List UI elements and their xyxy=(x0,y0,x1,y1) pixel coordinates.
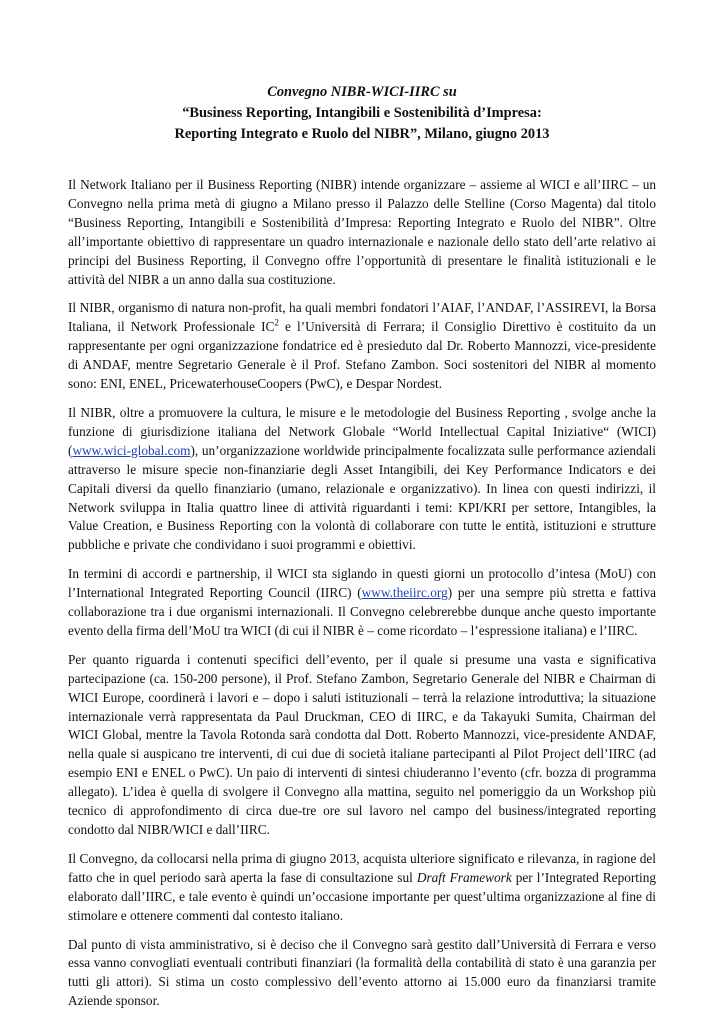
document-title xyxy=(68,82,656,145)
paragraph-nibr-members xyxy=(68,299,656,394)
paragraph-significance xyxy=(68,850,656,926)
superscript-2: 2 xyxy=(274,317,279,328)
paragraph-wici-text-b: ), un’organizzazione worldwide principalmente focalizzata sulle performance aziendali attraverso le misure specie non-finanziarie degli Asset Intangibili, dei Key Performance Indicators e dei Capitali diversi da quello finanziario (umano, relazionale e organizzativo). In linea con questi indirizzi, il Network sviluppa in Italia quattro linee di attività riguardanti i temi: KPI/KRI per settore, Intangibles, la Value Creation, e Business Reporting con la volontà di collaborare con tutte le entità, istituzioni e strutture pubbliche e private che condividano i suoi programmi e obiettivi. xyxy=(68,442,656,553)
paragraph-partnership xyxy=(68,565,656,641)
paragraph-significance-text-a: Il Convegno, da collocarsi nella prima di giugno 2013, acquista ulteriore significato e rilevanza, in ragione del fatto che in quel periodo sarà aperta la fase di consultazione sul xyxy=(68,850,656,885)
document-page xyxy=(68,82,656,1021)
paragraph-significance-text-b: per l’Integrated Reporting elaborato dall’IIRC, e tale evento è quindi un’occasione importante per quest’ultima organizzazione al fine di stimolare e ottenere commenti dal contesto italiano. xyxy=(68,869,656,923)
paragraph-nibr-members-text-a: Il NIBR, organismo di natura non-profit, ha quali membri fondatori l’AIAF, l’ANDAF, l’ASSIREVI, la Borsa Italiana, il Network Professionale IC xyxy=(68,300,656,335)
title-line-2: “Business Reporting, Intangibili e Sostenibilità d’Impresa: xyxy=(182,105,542,121)
paragraph-contents: Per quanto riguarda i contenuti specifici dell’evento, per il quale si presume una vasta e significativa partecipazione (ca. 150-200 persone), il Prof. Stefano Zambon, Segretario Generale del NIBR e Chairman di WICI Europe, coordinerà i lavori e – dopo i saluti istituzionali – terrà la relazione introduttiva; la situazione internazionale verrà rappresentata da Paul Druckman, CEO di IIRC, e da Takayuki Sumita, Chairman del WICI Global, mentre la Tavola Rotonda sarà condotta dal Dott. Roberto Mannozzi, vice-presidente ANDAF, nella quale si auspicano tre interventi, di cui due di società italiane partecipanti al Pilot Project dell’IIRC (ad esempio ENI e ENEL o PwC). Un paio di interventi di sintesi chiuderanno l’evento (cfr. bozza di programma allegato). L’idea è quella di svolgere il Convegno alla mattina, seguito nel pomeriggio da un Workshop più tecnico di approfondimento di circa due-tre ore sul lavoro nel campo del business/integrated reporting condotto dal NIBR/WICI e dall’IIRC. xyxy=(68,651,656,837)
draft-framework-emphasis: Draft Framework xyxy=(416,869,512,885)
paragraph-nibr-members-text-b: e l’Università di Ferrara; il Consiglio Direttivo è costituito da un rappresentante per ogni organizzazione fondatrice ed è presieduto dal Dr. Roberto Mannozzi, vice-presidente di ANDAF, mentre Segretario Generale è il Prof. Stefano Zambon. Soci sostenitori del NIBR al momento sono: ENI, ENEL, PricewaterhouseCoopers (PwC), e Despar Nordest. xyxy=(68,319,656,392)
wici-global-link[interactable]: www.wici-global.com xyxy=(72,442,191,458)
theiirc-link[interactable]: www.theiirc.org xyxy=(361,585,448,601)
title-line-1: Convegno NIBR-WICI-IIRC su xyxy=(267,84,457,100)
paragraph-partnership-text-a: In termini di accordi e partnership, il WICI sta siglando in questi giorni un protocollo d’intesa (MoU) con l’International Integrated Reporting Council (IIRC) ( xyxy=(68,566,656,601)
paragraph-wici xyxy=(68,404,656,555)
paragraph-intro: Il Network Italiano per il Business Reporting (NIBR) intende organizzare – assieme al WICI e all’IIRC – un Convegno nella prima metà di giugno a Milano presso il Palazzo delle Stelline (Corso Magenta) dal titolo “Business Reporting, Intangibili e Sostenibilità d’Impresa: Reporting Integrato e Ruolo del NIBR”. Oltre all’importante obiettivo di rappresentare un quadro internazionale e nazionale dello stato dell’arte relativo ai principi del Business Reporting, il Convegno offre l’opportunità di presentare le finalità istituzionali e le attività del NIBR a un anno dalla sua costituzione. xyxy=(68,177,656,287)
paragraph-wici-text-a: Il NIBR, oltre a promuovere la cultura, le misure e le metodologie del Business Reporting , svolge anche la funzione di giurisdizione italiana del Network Globale “World Intellectual Capital Iniziative“ (WICI) ( xyxy=(68,404,656,458)
paragraph-administration: Dal punto di vista amministrativo, si è deciso che il Convegno sarà gestito dall’Università di Ferrara e verso essa vanno convogliati eventuali contributi finanziari (la formalità della contabilità di stato è una garanzia per tutti gli attori). Si stima un costo complessivo dell’evento attorno ai 15.000 euro da finanziarsi tramite Aziende sponsor. xyxy=(68,936,656,1009)
paragraph-partnership-text-b: ) per una sempre più stretta e fattiva collaborazione tra i due organismi internazionali. Il Convegno celebrerebbe dunque anche questo importante evento della firma dell’MoU tra WICI (di cui il NIBR è – come ricordato – l’espressione italiana) e l’IIRC. xyxy=(68,585,656,638)
title-line-3: Reporting Integrato e Ruolo del NIBR”, Milano, giugno 2013 xyxy=(174,126,550,142)
